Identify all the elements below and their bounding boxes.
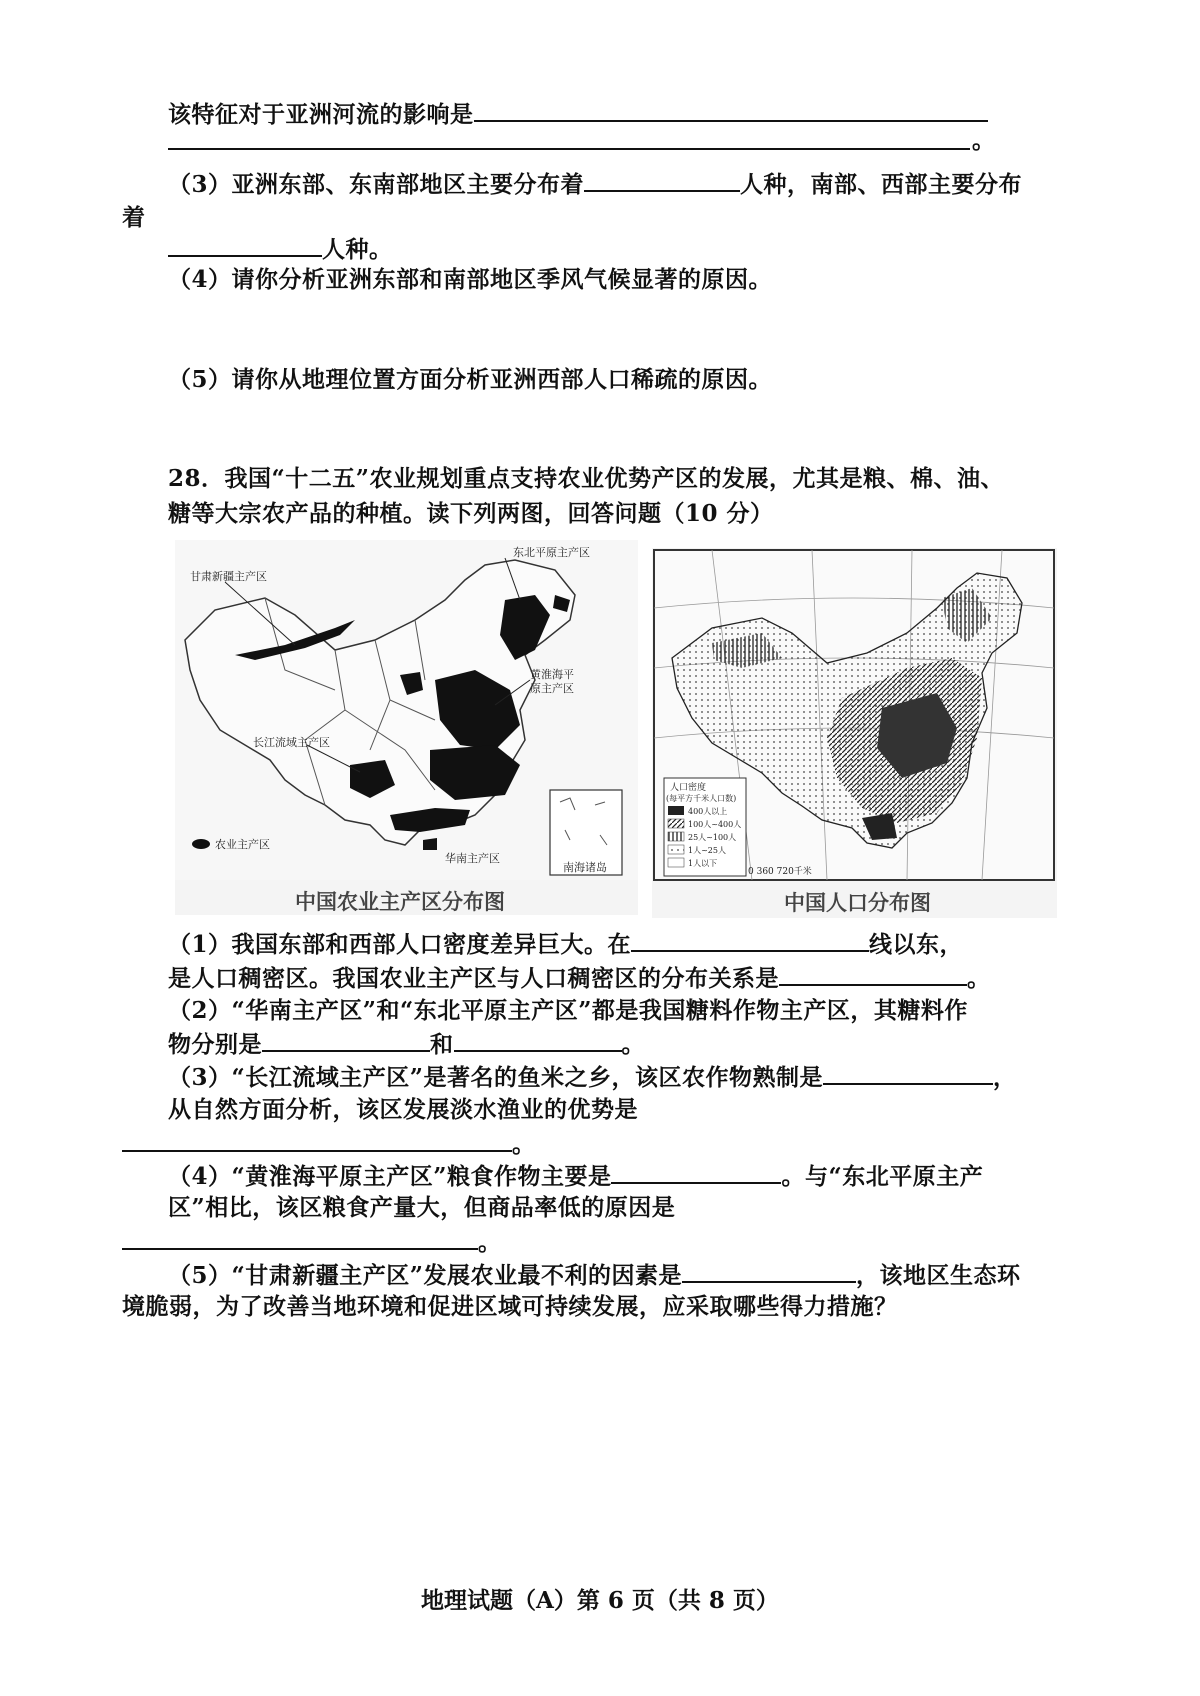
- q28-p3-line-3: [122, 1128, 536, 1160]
- q28-p1-line-1: [168, 928, 963, 960]
- label-huanghuaihai-1: 黄淮海平: [530, 668, 574, 681]
- legend-row: 1人以下: [688, 859, 718, 868]
- answer-blank[interactable]: [682, 1259, 856, 1283]
- legend-row: 1人~25人: [688, 846, 726, 855]
- agriculture-map-title: 中国农业主产区分布图: [295, 889, 505, 914]
- legend-row: 25人~100人: [688, 833, 737, 842]
- answer-blank[interactable]: [611, 1160, 781, 1184]
- population-map-figure: [652, 548, 1057, 918]
- label-northeast: 东北平原主产区: [513, 546, 590, 559]
- population-map-title: 中国人口分布图: [784, 890, 931, 915]
- legend-subtitle: (每平方千米人口数): [666, 794, 737, 803]
- river-effect-prompt: 该特征对于亚洲河流的影响是: [168, 101, 474, 128]
- inset-label: 南海诸岛: [563, 861, 607, 874]
- agriculture-map: [175, 540, 638, 880]
- q28-p2-text: 和: [430, 1031, 454, 1058]
- end-period: 。: [972, 127, 996, 154]
- legend-title: 人口密度: [670, 783, 707, 793]
- answer-blank[interactable]: [168, 233, 322, 257]
- answer-blank[interactable]: [168, 148, 970, 150]
- monsoon-question: （4）请你分析亚洲东部和南部地区季风气候显著的原因。: [168, 266, 773, 293]
- q28-p2-text: 物分别是: [168, 1031, 262, 1058]
- q28-p4-text: 。与“东北平原主产: [781, 1163, 984, 1190]
- q28-p4-line-3: [122, 1226, 502, 1258]
- west-asia-question: （5）请你从地理位置方面分析亚洲西部人口稀疏的原因。: [168, 366, 773, 393]
- legend-swatch: [192, 839, 210, 849]
- label-huanghuaihai-2: 原主产区: [530, 682, 574, 695]
- q28-p3-text: （3）“长江流域主产区”是著名的鱼米之乡，该区农作物熟制是: [168, 1064, 823, 1091]
- q28-intro-line-2: 糖等大宗农产品的种植。读下列两图，回答问题（10 分）: [168, 500, 774, 527]
- answer-blank[interactable]: [584, 168, 740, 192]
- answer-blank[interactable]: [122, 1128, 512, 1152]
- q28-p4-line-1: [168, 1160, 983, 1192]
- agriculture-map-figure: [175, 540, 638, 915]
- answer-blank[interactable]: [779, 962, 967, 986]
- q28-p5-line-1: [168, 1259, 1020, 1291]
- q28-p1-line-2: [168, 962, 991, 994]
- q28-p3-text: ，: [992, 1064, 1017, 1091]
- answer-blank[interactable]: [474, 98, 988, 122]
- answer-blank[interactable]: [631, 928, 869, 952]
- race-question-line-2: 着: [122, 204, 146, 231]
- q28-p3-line-1: [168, 1061, 1016, 1093]
- q28-p3-line-2: 从自然方面分析，该区发展淡水渔业的优势是: [168, 1096, 638, 1123]
- race-question-suffix: 人种，南部、西部主要分布: [740, 171, 1023, 198]
- page-footer: 地理试题（A）第 6 页（共 8 页）: [421, 1587, 779, 1614]
- label-gansu-xinjiang: 甘肃新疆主产区: [190, 570, 267, 583]
- race-question-prefix: （3）亚洲东部、东南部地区主要分布着: [168, 171, 585, 198]
- answer-blank[interactable]: [262, 1028, 430, 1052]
- scale-bar-label: 0 360 720千米: [748, 867, 812, 877]
- q28-p5-text: ，该地区生态环: [855, 1262, 1021, 1289]
- q28-p1-text: 是人口稠密区。我国农业主产区与人口稠密区的分布关系是: [168, 965, 779, 992]
- answer-blank[interactable]: [122, 1226, 478, 1250]
- q28-p4-text: 。: [478, 1229, 502, 1256]
- q28-p2-line-2: [168, 1028, 645, 1060]
- legend-row: 400人以上: [688, 807, 728, 816]
- q28-p5-line-2: 境脆弱，为了改善当地环境和促进区域可持续发展，应采取哪些得力措施？: [122, 1293, 898, 1320]
- answer-blank[interactable]: [454, 1028, 622, 1052]
- answer-blank[interactable]: [823, 1061, 993, 1085]
- label-changjiang: 长江流域主产区: [253, 736, 330, 749]
- q28-p5-text: （5）“甘肃新疆主产区”发展农业最不利的因素是: [168, 1262, 682, 1289]
- q28-intro-line-1: 28．我国“十二五”农业规划重点支持农业优势产区的发展，尤其是粮、棉、油、: [168, 465, 1004, 492]
- q28-p1-text: 线以东，: [869, 931, 964, 958]
- q28-p1-text: 。: [967, 965, 991, 992]
- q28-p4-text: （4）“黄淮海平原主产区”粮食作物主要是: [168, 1163, 612, 1190]
- race-question-line-3: [168, 233, 393, 265]
- q28-p1-text: （1）我国东部和西部人口密度差异巨大。在: [168, 931, 632, 958]
- q28-p2-text: 。: [621, 1031, 645, 1058]
- q28-p3-text: 。: [512, 1131, 536, 1158]
- population-map: [652, 548, 1057, 883]
- label-huanan: 华南主产区: [445, 852, 500, 865]
- river-effect-line: [168, 98, 988, 130]
- q28-p2-line-1: （2）“华南主产区”和“东北平原主产区”都是我国糖料作物主产区，其糖料作: [168, 997, 968, 1024]
- legend-row: 100人~400人: [688, 820, 742, 829]
- legend-label: 农业主产区: [215, 838, 270, 851]
- race-question-end: 人种。: [322, 236, 393, 263]
- q28-p4-line-2: 区”相比，该区粮食产量大，但商品率低的原因是: [168, 1194, 676, 1221]
- race-question-line-1: [168, 168, 1022, 200]
